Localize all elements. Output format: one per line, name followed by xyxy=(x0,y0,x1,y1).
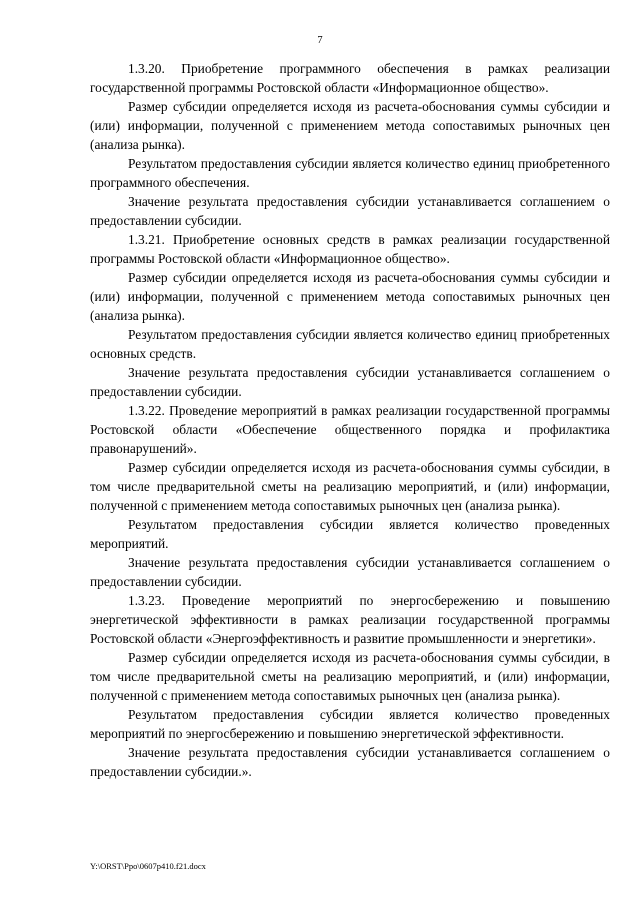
page-number: 7 xyxy=(317,35,323,46)
paragraph-result-value: Значение результата предоставления субсидии устанавливается соглашением о предоставлении субсидии. xyxy=(90,365,610,399)
paragraph-subsidy-size: Размер субсидии определяется исходя из расчета-обоснования суммы субсидии, в том числе предварительной сметы на реализацию мероприятий, и (или) информации, полученной с применением метода сопоставимых рыночных цен (анализа рынка). xyxy=(90,650,610,703)
paragraph-1-3-20-title: 1.3.20. Приобретение программного обеспечения в рамках реализации государственной программы Ростовской области «Информационное общество». xyxy=(90,61,610,95)
paragraph-subsidy-result: Результатом предоставления субсидии является количество единиц приобретенного программного обеспечения. xyxy=(90,156,610,190)
paragraph-result-value: Значение результата предоставления субсидии устанавливается соглашением о предоставлении субсидии. xyxy=(90,194,610,228)
paragraph-subsidy-size: Размер субсидии определяется исходя из расчета-обоснования суммы субсидии и (или) информации, полученной с применением метода сопоставимых рыночных цен (анализа рынка). xyxy=(90,270,610,323)
paragraph-subsidy-size: Размер субсидии определяется исходя из расчета-обоснования суммы субсидии, в том числе предварительной сметы на реализацию мероприятий, и (или) информации, полученной с применением метода сопоставимых рыночных цен (анализа рынка). xyxy=(90,460,610,513)
paragraph-1-3-23-title: 1.3.23. Проведение мероприятий по энергосбережению и повышению энергетической эффективности в рамках реализации государственной программы Ростовской области «Энергоэффективность и развитие промышленности и энергетики». xyxy=(90,593,610,646)
paragraph-subsidy-result: Результатом предоставления субсидии является количество проведенных мероприятий. xyxy=(90,517,610,551)
paragraph-subsidy-result: Результатом предоставления субсидии является количество проведенных мероприятий по энергосбережению и повышению энергетической эффективности. xyxy=(90,707,610,741)
document-body xyxy=(90,59,610,781)
paragraph-subsidy-result: Результатом предоставления субсидии является количество единиц приобретенных основных средств. xyxy=(90,327,610,361)
paragraph-1-3-21-title: 1.3.21. Приобретение основных средств в рамках реализации государственной программы Ростовской области «Информационное общество». xyxy=(90,232,610,266)
paragraph-result-value: Значение результата предоставления субсидии устанавливается соглашением о предоставлении субсидии. xyxy=(90,555,610,589)
paragraph-subsidy-size: Размер субсидии определяется исходя из расчета-обоснования суммы субсидии и (или) информации, полученной с применением метода сопоставимых рыночных цен (анализа рынка). xyxy=(90,99,610,152)
footer-file-path: Y:\ORST\Ppo\0607p410.f21.docx xyxy=(90,861,206,871)
paragraph-1-3-22-title: 1.3.22. Проведение мероприятий в рамках реализации государственной программы Ростовской области «Обеспечение общественного порядка и профилактика правонарушений». xyxy=(90,403,610,456)
paragraph-result-value: Значение результата предоставления субсидии устанавливается соглашением о предоставлении субсидии.». xyxy=(90,745,610,779)
